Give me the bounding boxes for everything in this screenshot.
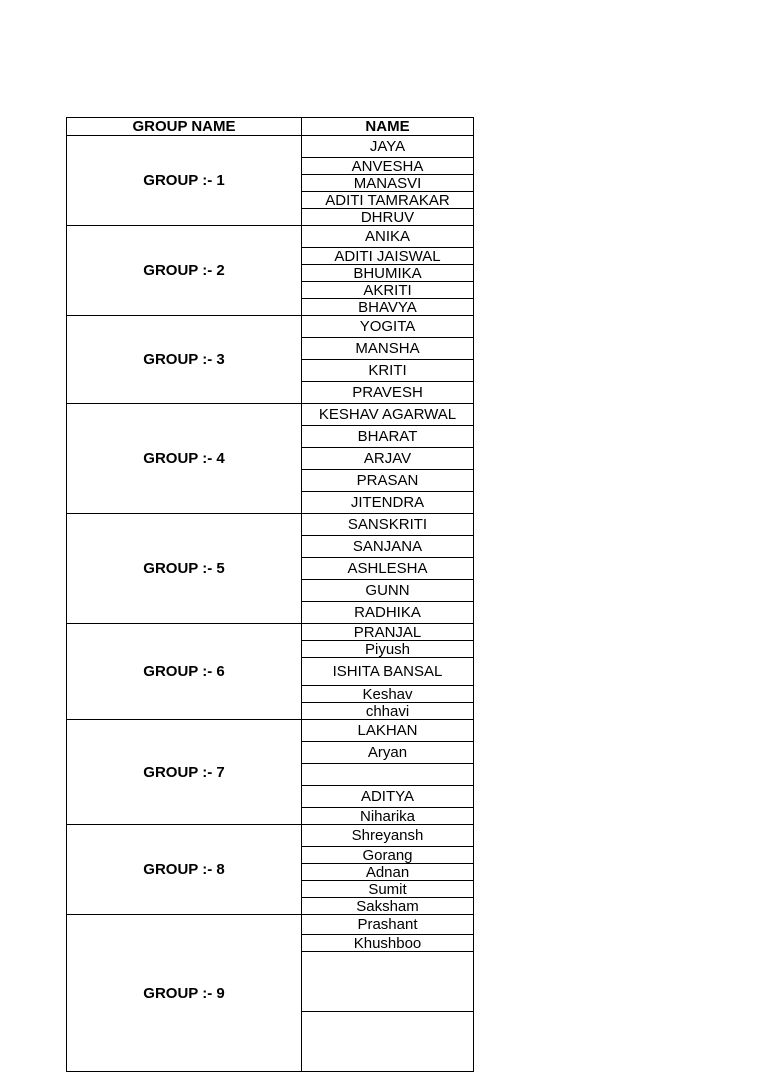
member-name-cell[interactable]: DHRUV bbox=[302, 209, 474, 226]
member-name-cell[interactable]: PRASAN bbox=[302, 470, 474, 492]
member-name-cell[interactable]: ANVESHA bbox=[302, 158, 474, 175]
group-name-cell[interactable]: GROUP :- 4 bbox=[67, 404, 302, 514]
group-name-cell[interactable]: GROUP :- 3 bbox=[67, 316, 302, 404]
member-name-cell[interactable]: KESHAV AGARWAL bbox=[302, 404, 474, 426]
table-row bbox=[67, 404, 474, 426]
member-name-cell[interactable]: Gorang bbox=[302, 847, 474, 864]
member-name-cell[interactable]: ADITI JAISWAL bbox=[302, 248, 474, 265]
group-name-cell[interactable]: GROUP :- 9 bbox=[67, 915, 302, 1072]
member-name-cell[interactable]: ANIKA bbox=[302, 226, 474, 248]
member-name-cell[interactable]: ISHITA BANSAL bbox=[302, 658, 474, 686]
member-name-cell[interactable]: ASHLESHA bbox=[302, 558, 474, 580]
member-name-cell[interactable]: KRITI bbox=[302, 360, 474, 382]
member-name-cell[interactable]: MANSHA bbox=[302, 338, 474, 360]
member-name-cell[interactable]: Saksham bbox=[302, 898, 474, 915]
member-name-cell[interactable]: ARJAV bbox=[302, 448, 474, 470]
member-name-cell[interactable]: Keshav bbox=[302, 686, 474, 703]
group-table bbox=[66, 117, 474, 1072]
table-row bbox=[67, 915, 474, 935]
spreadsheet-area bbox=[66, 117, 473, 1002]
table-row bbox=[67, 316, 474, 338]
member-name-cell[interactable]: AKRITI bbox=[302, 282, 474, 299]
table-row bbox=[67, 226, 474, 248]
member-name-cell[interactable]: PRAVESH bbox=[302, 382, 474, 404]
member-name-cell[interactable] bbox=[302, 952, 474, 1012]
table-row bbox=[67, 514, 474, 536]
member-name-cell[interactable]: Niharika bbox=[302, 808, 474, 825]
member-name-cell[interactable] bbox=[302, 1012, 474, 1072]
member-name-cell[interactable]: GUNN bbox=[302, 580, 474, 602]
member-name-cell[interactable]: RADHIKA bbox=[302, 602, 474, 624]
header-name[interactable]: NAME bbox=[302, 118, 474, 136]
member-name-cell[interactable] bbox=[302, 764, 474, 786]
member-name-cell[interactable]: Aryan bbox=[302, 742, 474, 764]
member-name-cell[interactable]: JITENDRA bbox=[302, 492, 474, 514]
group-name-cell[interactable]: GROUP :- 1 bbox=[67, 136, 302, 226]
member-name-cell[interactable]: chhavi bbox=[302, 703, 474, 720]
header-group-name[interactable]: GROUP NAME bbox=[67, 118, 302, 136]
member-name-cell[interactable]: LAKHAN bbox=[302, 720, 474, 742]
member-name-cell[interactable]: JAYA bbox=[302, 136, 474, 158]
member-name-cell[interactable]: MANASVI bbox=[302, 175, 474, 192]
member-name-cell[interactable]: Khushboo bbox=[302, 935, 474, 952]
member-name-cell[interactable]: BHUMIKA bbox=[302, 265, 474, 282]
table-row bbox=[67, 720, 474, 742]
member-name-cell[interactable]: Shreyansh bbox=[302, 825, 474, 847]
table-row bbox=[67, 136, 474, 158]
member-name-cell[interactable]: YOGITA bbox=[302, 316, 474, 338]
group-name-cell[interactable]: GROUP :- 6 bbox=[67, 624, 302, 720]
group-name-cell[interactable]: GROUP :- 8 bbox=[67, 825, 302, 915]
member-name-cell[interactable]: SANJANA bbox=[302, 536, 474, 558]
member-name-cell[interactable]: BHARAT bbox=[302, 426, 474, 448]
member-name-cell[interactable]: Prashant bbox=[302, 915, 474, 935]
member-name-cell[interactable]: ADITI TAMRAKAR bbox=[302, 192, 474, 209]
member-name-cell[interactable]: PRANJAL bbox=[302, 624, 474, 641]
header-row bbox=[67, 118, 474, 136]
member-name-cell[interactable]: ADITYA bbox=[302, 786, 474, 808]
table-row bbox=[67, 624, 474, 641]
table-body bbox=[67, 136, 474, 1072]
group-name-cell[interactable]: GROUP :- 5 bbox=[67, 514, 302, 624]
member-name-cell[interactable]: Piyush bbox=[302, 641, 474, 658]
member-name-cell[interactable]: BHAVYA bbox=[302, 299, 474, 316]
member-name-cell[interactable]: Adnan bbox=[302, 864, 474, 881]
member-name-cell[interactable]: Sumit bbox=[302, 881, 474, 898]
member-name-cell[interactable]: SANSKRITI bbox=[302, 514, 474, 536]
group-name-cell[interactable]: GROUP :- 7 bbox=[67, 720, 302, 825]
table-row bbox=[67, 825, 474, 847]
group-name-cell[interactable]: GROUP :- 2 bbox=[67, 226, 302, 316]
